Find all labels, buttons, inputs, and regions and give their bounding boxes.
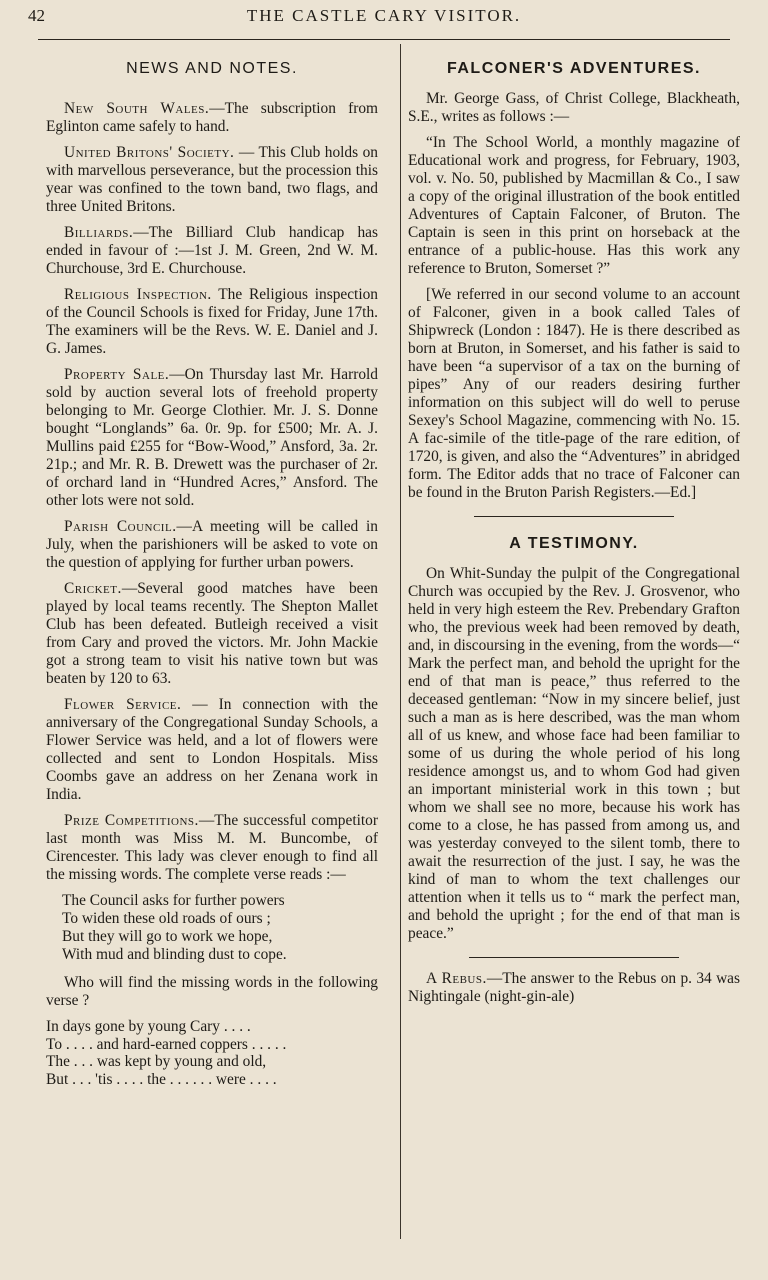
right-column xyxy=(408,50,740,1014)
puzzle-verse xyxy=(46,1018,378,1088)
news-item-lead: Property Sale. xyxy=(64,366,170,383)
news-item xyxy=(46,144,378,216)
verse-line: To widen these old roads of ours ; xyxy=(62,910,271,927)
testimony-paragraph: On Whit-Sunday the pulpit of the Congregational Church was occupied by the Rev. J. Grosvenor, who held in very high esteem the Rev. Prebendary Grafton who, the previous week had been removed by death, and, in discoursing in the evening, from the words—“ Mark the perfect man, and behold the upright for the end of that man is peace,” thus referred to the deceased gentleman: “Now in my sincere belief, just such a man as is here described, was the man whom all of us knew, and whose face had been familiar to some of us during the whole period of his long residence amongst us, and to whom God had given an important ministerial work in this town ; but whom we shall see no more, because his work has come to a close, he has passed from among us, and was yesterday conveyed to the silent tomb, there to await the resurrection of the just. I say, he was the kind of man to whom the text challenges our attention when it tells us to “ mark the perfect man, and behold the upright ; for the end of that man is peace.” xyxy=(408,565,740,942)
puzzle-question: Who will find the missing words in the following verse ? xyxy=(46,974,378,1009)
rebus-text: —The answer to the Rebus on p. 34 was Nightingale (night-gin-ale) xyxy=(408,970,740,1005)
puzzle-line: But . . . 'tis . . . . the . . . . . . were . . . . xyxy=(46,1070,277,1088)
verse-line: But they will go to work we hope, xyxy=(62,928,273,945)
news-item-lead: Cricket. xyxy=(64,580,122,597)
news-item xyxy=(46,696,378,804)
puzzle-line: To . . . . and hard-earned coppers . . . . . xyxy=(46,1035,287,1053)
news-item-text: — This Club holds on with marvellous perseverance, but the procession this year was confined to the town band, two flags, and three United Britons. xyxy=(46,144,378,215)
puzzle-line: In days gone by young Cary . . . . xyxy=(46,1018,251,1035)
header-rule xyxy=(38,39,730,40)
news-item-text: — In connection with the anniversary of the Congregational Sunday Schools, a Flower Service was held, and a lot of flowers were collected and sent to London Hospitals. Miss Coombs gave an address on her Zenana work in India. xyxy=(46,696,378,803)
news-item-text: —The Billiard Club handicap has ended in favour of :—1st J. M. Green, 2nd W. M. Churchouse, 3rd E. Churchouse. xyxy=(46,224,378,277)
news-item-lead: Parish Council. xyxy=(64,518,177,535)
rebus-paragraph xyxy=(408,970,740,1006)
rebus-lead: A Rebus. xyxy=(426,970,487,987)
news-item-text: —Several good matches have been played by local teams recently. The Shepton Mallet Club has been defeated. Butleigh received a visit from Cary and proved the victors. Mr. John Mackie got a strong team to visit his native town but was beaten by 120 to 63. xyxy=(46,580,378,687)
falconer-paragraph: [We referred in our second volume to an account of Falconer, given in a book called Tales of Shipwreck (London : 1847). He is there described as born at Bruton, in Somerset, and his father is said to have been “a supervisor of a tax on the burning of pipes” Any of our readers desiring further information on this subject will do well to peruse Sexey's School Magazine, commencing with No. 15. A fac-simile of the title-page of the rare edition, of 1720, is given, and also the “Adventures” in abridged form. The Editor adds that no trace of Falconer can be found in the Bruton Parish Registers.—Ed.] xyxy=(408,286,740,501)
news-item xyxy=(46,286,378,358)
complete-verse xyxy=(62,892,378,964)
news-item-text: —The subscription from Eglinton came safely to hand. xyxy=(46,100,379,135)
verse-line: With mud and blinding dust to cope. xyxy=(62,946,287,963)
news-heading: NEWS AND NOTES. xyxy=(126,60,298,77)
verse-line: The Council asks for further powers xyxy=(62,892,285,909)
news-item-text: The Religious inspection of the Council Schools is fixed for Friday, June 17th. The examiners will be the Revs. W. E. Daniel and J. G. James. xyxy=(46,286,378,357)
column-divider xyxy=(400,44,401,1239)
news-item xyxy=(46,518,378,572)
page-number: 42 xyxy=(28,6,45,25)
news-item-lead: Billiards. xyxy=(64,224,134,241)
left-column xyxy=(46,50,378,1088)
running-title: THE CASTLE CARY VISITOR. xyxy=(246,6,522,25)
news-item-text: —On Thursday last Mr. Harrold sold by auction several lots of freehold property belonging to Mr. George Clothier. Mr. J. S. Donne bought “Longlands” 6a. 0r. 9p. for £500; Mr. A. J. Mullins paid £255 for “Bow-Wood,” Ansford, 3a. 2r. 21p.; and Mr. R. B. Drewett was the purchaser of 2r. of orchard land in “Hundred Acres,” Ansford. The other lots were not sold. xyxy=(46,366,379,509)
section-rule xyxy=(469,957,679,958)
news-item-lead: Flower Service. xyxy=(64,696,182,713)
news-item xyxy=(46,366,378,510)
news-item-text: —The successful competitor last month was Miss M. M. Buncombe, of Cirencester. This lady was clever enough to find all the missing words. The complete verse reads :— xyxy=(46,812,378,883)
news-item-lead: United Britons' Society. xyxy=(64,144,235,161)
news-item-lead: New South Wales. xyxy=(64,100,210,117)
section-rule xyxy=(474,516,674,517)
news-item xyxy=(46,224,378,278)
news-item-text: —A meeting will be called in July, when the parishioners will be asked to vote on the question of applying for further urban powers. xyxy=(46,518,379,571)
news-item xyxy=(46,812,378,884)
news-item xyxy=(46,100,378,136)
falconer-paragraph: “In The School World, a monthly magazine of Educational work and progress, for February, 1903, vol. v. No. 50, published by Macmillan & Co., I saw a copy of the original illustration of the book entitled Adventures of Captain Falconer, of Bruton. The Captain is seen in this print on horseback at the entrance of a public-house. Has this work any reference to Bruton, Somerset ?” xyxy=(408,134,740,277)
news-item xyxy=(46,580,378,688)
puzzle-line: The . . . was kept by young and old, xyxy=(46,1053,267,1070)
news-item-lead: Religious Inspection. xyxy=(64,286,212,303)
news-item-lead: Prize Competitions. xyxy=(64,812,199,829)
testimony-heading: A TESTIMONY. xyxy=(509,535,639,552)
falconer-heading: FALCONER'S ADVENTURES. xyxy=(446,60,701,77)
falconer-paragraph: Mr. George Gass, of Christ College, Blackheath, S.E., writes as follows :— xyxy=(408,90,740,125)
